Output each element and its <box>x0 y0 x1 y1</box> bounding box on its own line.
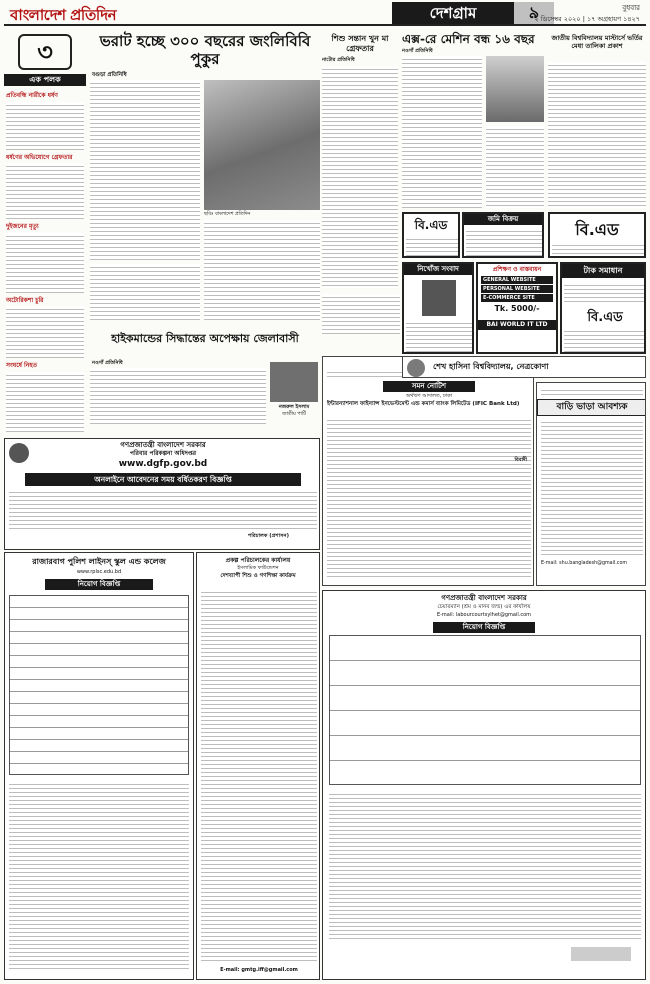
ad-missing <box>402 262 474 354</box>
story-headline: হাইকমান্ডের সিদ্ধান্তের অপেক্ষায় জেলাবাসী <box>111 332 299 345</box>
office-name: প্রকল্প পরিচালকের কার্যালয় <box>225 557 291 564</box>
university-logo <box>407 359 425 377</box>
ad-hair <box>560 262 646 354</box>
brief-title: অটোরিকশা চুরি <box>6 296 44 304</box>
section-title: দেশগ্রাম <box>392 2 514 24</box>
notice-labour-court <box>322 590 646 980</box>
course-item: GENERAL WEBSITE <box>481 276 553 284</box>
govt-title: গণপ্রজাতন্ত্রী বাংলাদেশ সরকার <box>441 594 527 602</box>
brief-title: ধর্ষণের অভিযোগে গ্রেফতার <box>6 153 73 161</box>
brief-title: সংঘর্ষে নিহত <box>6 362 38 369</box>
photo-name: নজরুল ইসলাম <box>278 404 310 410</box>
ad-title: প্রশিক্ষণ ও বাস্তবায়ন <box>492 266 542 273</box>
office-email: E-mail: gmtg.iff@gmail.com <box>220 967 298 973</box>
photo-title: জাতীয় পার্টি <box>282 412 306 417</box>
ad-web-training <box>476 262 558 354</box>
ad-title: নিখোঁজ সংবাদ <box>404 264 472 275</box>
ad-title: জমি বিক্রয় <box>464 214 542 225</box>
govt-web: www.dgfp.gov.bd <box>118 459 208 469</box>
issue-date: ২ ডিসেম্বর ২০২০ | ১৭ অগ্রহায়ণ ১৪২৭ <box>534 15 640 23</box>
course-item: E-COMMERCE SITE <box>481 294 553 302</box>
newspaper-logo: বাংলাদেশ প্রতিদিন <box>10 6 117 24</box>
story-national-university <box>548 30 646 210</box>
vacancy-table <box>329 635 641 785</box>
notice-title: বাড়ি ভাড়া আবশ্যক <box>537 399 646 416</box>
politician-photo <box>270 362 318 402</box>
notice-house-rent <box>536 382 646 586</box>
notice-summons <box>322 356 534 586</box>
notice-heading: নিয়োগ বিজ্ঞপ্তি <box>433 622 535 633</box>
course-item: PERSONAL WEBSITE <box>481 285 553 293</box>
office-sub: ইসলামিক ফাউন্ডেশন <box>237 564 279 571</box>
notice-heading: নিয়োগ বিজ্ঞপ্তি <box>45 579 153 590</box>
masthead <box>4 2 646 26</box>
photo-caption: ছবিঃ বাংলাদেশ প্রতিদিন <box>204 212 251 217</box>
univ-banner <box>402 356 646 378</box>
story-byline: নওগাঁ প্রতিনিধি <box>92 360 123 366</box>
lead-byline: বগুড়া প্রতিনিধি <box>92 72 127 78</box>
govt-title: গণপ্রজাতন্ত্রী বাংলাদেশ সরকার <box>120 441 206 449</box>
govt-dept: পরিবার পরিকল্পনা অধিদপ্তর <box>129 450 197 457</box>
sidebar-briefs <box>4 30 86 450</box>
notice-email: E-mail: shu.bangladesh@gmail.com <box>541 561 628 566</box>
notice-signature: পরিচালক (প্রশাসন) <box>247 533 289 539</box>
story-byline: নাটোর প্রতিনিধি <box>322 57 355 63</box>
brief-title: দুইজনের মৃত্যু <box>6 223 39 230</box>
sidebar-heading: এক পলক <box>4 74 86 86</box>
lead-photo <box>204 80 320 210</box>
story-xray <box>402 30 544 210</box>
lead-headline: ভরাট হচ্ছে ৩০০ বছরের জংলিবিবি পুকুর <box>99 32 311 68</box>
school-web: www.rplsc.edu.bd <box>76 569 122 575</box>
notice-court: অর্থঋণ আদালত, ঢাকা <box>405 393 453 399</box>
ad-title-2: বি.এড <box>587 310 623 325</box>
missing-photo <box>422 280 456 316</box>
notice-islamic-foundation <box>196 552 320 980</box>
ad-bed-large <box>548 212 646 258</box>
ad-title: টাক সমাধান <box>562 264 644 278</box>
story-child-murder <box>322 30 398 292</box>
notice-heading: দেশব্যাপী শিশু ও গণশিক্ষা কার্যক্রম <box>220 572 296 579</box>
ad-title: বি.এড <box>575 220 619 239</box>
lead-story <box>90 30 320 328</box>
govt-dept: চেয়ারম্যান (শ্রম ও মানব জন্ম) এর কার্যালয় <box>437 603 531 610</box>
notice-dgfp <box>4 438 320 550</box>
xray-photo <box>486 56 544 122</box>
brief-title: প্রতিবন্ধি নারীকে ধর্ষণ <box>6 92 58 99</box>
weekday: বুধবার <box>622 4 640 12</box>
notice-party: বিবাদী <box>514 457 527 463</box>
ad-company: BAI WORLD IT LTD <box>478 320 556 330</box>
vacancy-table <box>9 595 189 775</box>
story-headline: জাতীয় বিশ্ববিদ্যালয় মাস্টার্সে ভর্তির মেধা তালিকা প্রকাশ <box>551 34 643 50</box>
notice-generic <box>322 294 400 334</box>
story-headline: এক্স-রে মেশিন বন্ধ ১৬ বছর <box>402 32 535 46</box>
sidebar-badge: ৩ <box>18 34 72 70</box>
page-number: ৯ <box>514 2 554 24</box>
story-headline: শিশু সন্তান খুন মা গ্রেফতার <box>331 34 389 53</box>
school-name: রাজারবাগ পুলিশ লাইনস্‌ স্কুল এন্ড কলেজ <box>32 557 166 566</box>
govt-email: E-mail: labourcourtsylhet@gmail.com <box>436 611 532 618</box>
signature <box>571 947 631 961</box>
course-price: Tk. 5000/- <box>494 304 540 314</box>
story-byline: নওগাঁ প্রতিনিধি <box>402 48 433 54</box>
notice-bank: ইন্টারন্যাশনাল ফাইন্যান্স ইনভেস্টমেন্ট এন্ড কমার্স ব্যাংক লিমিটেড (IFIC Bank Ltd) <box>327 401 520 407</box>
university-name: শেখ হাসিনা বিশ্ববিদ্যালয়, নেত্রকোণা <box>433 362 549 371</box>
sidebar-list <box>6 90 84 432</box>
notice-heading: অনলাইনে আবেদনের সময় বর্ধিতকরণ বিজ্ঞপ্তি <box>25 473 301 486</box>
ad-title: বি.এড <box>414 218 448 232</box>
notice-subtitle: সমন নোটিশ <box>383 381 475 392</box>
ad-land <box>462 212 544 258</box>
ad-bed <box>402 212 460 258</box>
notice-school <box>4 552 194 980</box>
story-highcommand <box>90 330 320 426</box>
